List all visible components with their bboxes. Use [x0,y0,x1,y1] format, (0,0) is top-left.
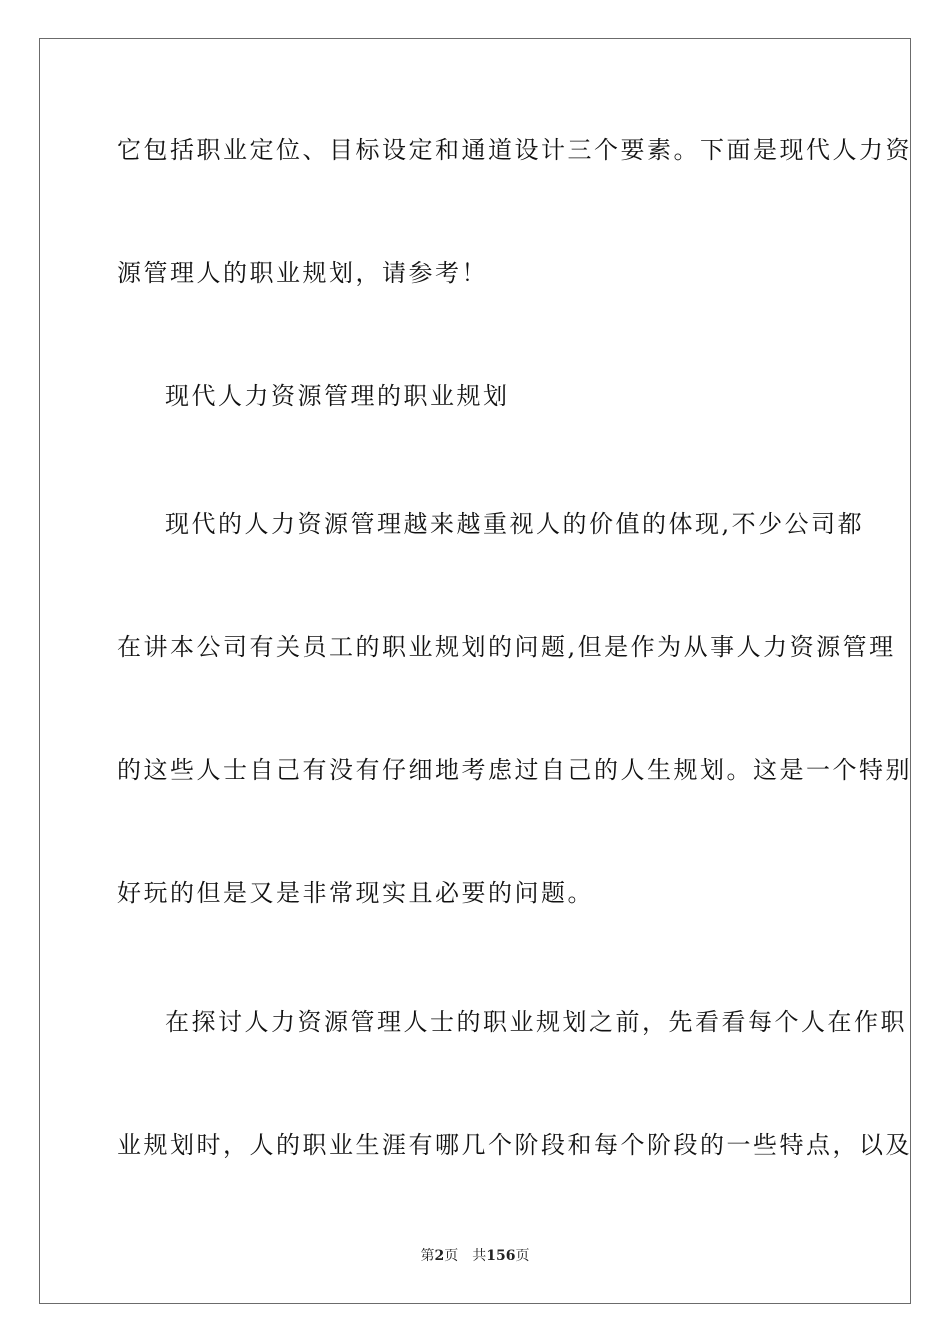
text-line: 它包括职业定位、目标设定和通道设计三个要素。下面是现代人力资 [117,136,912,164]
text-line: 现代的人力资源管理越来越重视人的价值的体现,不少公司都 [165,510,865,538]
text-line: 在讲本公司有关员工的职业规划的问题,但是作为从事人力资源管理 [117,633,896,661]
text-line: 业规划时，人的职业生涯有哪几个阶段和每个阶段的一些特点，以及 [117,1131,912,1159]
text-line: 好玩的但是又是非常现实且必要的问题。 [117,879,594,907]
section-heading: 现代人力资源管理的职业规划 [165,382,510,410]
total-pages-label: 共156页 [472,1248,530,1264]
text-line: 的这些人士自己有没有仔细地考虑过自己的人生规划。这是一个特别 [117,756,912,784]
page-label: 第2页 [420,1248,459,1264]
text-line: 在探讨人力资源管理人士的职业规划之前，先看看每个人在作职 [165,1008,907,1036]
page-footer [0,1247,950,1265]
page-border [39,38,911,1304]
text-line: 源管理人的职业规划，请参考！ [117,259,488,287]
